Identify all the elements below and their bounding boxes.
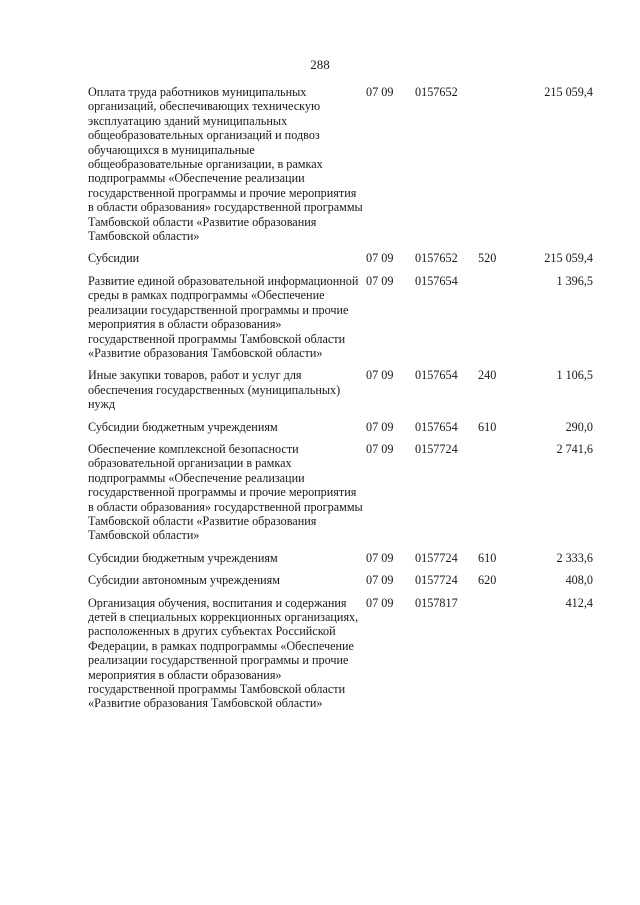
row-description: Субсидии бюджетным учреждениям xyxy=(88,419,278,434)
row-amount: 1 396,5 xyxy=(556,273,593,288)
row-description: Обеспечение комплексной безопасности образовательной организации в рамках подпрограммы «Обеспечение реализации государственной программы и прочие мероприятия в области образования» государственной программы Тамбовской области «Развитие образования Тамбовской области» xyxy=(88,441,363,543)
row-amount: 412,4 xyxy=(565,595,593,610)
row-target-code: 0157652 xyxy=(415,251,458,266)
row-amount: 215 059,4 xyxy=(544,85,593,99)
table-row xyxy=(88,573,593,587)
table-row xyxy=(88,551,593,565)
page-number: 288 xyxy=(310,57,330,72)
row-target-code: 0157654 xyxy=(415,419,458,434)
row-section: 07 09 xyxy=(366,419,394,434)
table-row xyxy=(88,420,593,434)
row-target-code: 0157652 xyxy=(415,85,458,99)
row-section: 07 09 xyxy=(366,573,394,588)
row-target-code: 0157724 xyxy=(415,441,458,456)
row-expense-type: 620 xyxy=(478,573,497,588)
row-target-code: 0157654 xyxy=(415,368,458,383)
row-amount: 215 059,4 xyxy=(544,251,593,266)
row-section: 07 09 xyxy=(366,85,394,99)
row-expense-type: 610 xyxy=(478,419,497,434)
row-section: 07 09 xyxy=(366,251,394,266)
table-row xyxy=(88,596,593,711)
row-section: 07 09 xyxy=(366,595,394,610)
row-amount: 2 741,6 xyxy=(556,441,593,456)
row-target-code: 0157724 xyxy=(415,573,458,588)
row-description: Субсидии автономным учреждениям xyxy=(88,573,280,588)
table-row xyxy=(88,274,593,360)
row-description: Организация обучения, воспитания и содержания детей в специальных коррекционных организациях, расположенных в других субъектах Российской Федерации, в рамках подпрограммы «Обеспечение реализации государственной программы и прочие мероприятия в области образования» государственной программы Тамбовской области «Развитие образования Тамбовской области» xyxy=(88,595,359,711)
row-amount: 2 333,6 xyxy=(556,550,593,565)
row-section: 07 09 xyxy=(366,441,394,456)
row-section: 07 09 xyxy=(366,550,394,565)
row-description: Субсидии xyxy=(88,251,140,266)
row-amount: 290,0 xyxy=(565,419,593,434)
table-row xyxy=(88,251,593,265)
row-section: 07 09 xyxy=(366,368,394,383)
row-description: Субсидии бюджетным учреждениям xyxy=(88,550,278,565)
row-expense-type: 610 xyxy=(478,550,497,565)
row-section: 07 09 xyxy=(366,273,394,288)
row-expense-type: 240 xyxy=(478,368,497,383)
budget-table xyxy=(88,85,593,719)
row-target-code: 0157654 xyxy=(415,273,458,288)
row-description: Иные закупки товаров, работ и услуг для обеспечения государственных (муниципальных) нужд xyxy=(88,368,341,412)
row-description: Развитие единой образовательной информационной среды в рамках подпрограммы «Обеспечение реализации государственной программы и прочие мероприятия в области образования» государственной программы Тамбовской области «Развитие образования Тамбовской области» xyxy=(88,273,359,360)
row-description: Оплата труда работников муниципальных организаций, обеспечивающих техническую эксплуатацию зданий муниципальных общеобразовательных организаций и подвоз обучающихся в муниципальные общеобразовательные организации, в рамках подпрограммы «Обеспечение реализации государственной программы и прочие мероприятия в области образования» государственной программы Тамбовской области «Развитие образования Тамбовской области» xyxy=(88,85,363,244)
row-amount: 408,0 xyxy=(565,573,593,588)
row-amount: 1 106,5 xyxy=(556,368,593,383)
table-row xyxy=(88,368,593,411)
table-row xyxy=(88,85,593,243)
row-expense-type: 520 xyxy=(478,251,497,266)
row-target-code: 0157817 xyxy=(415,595,458,610)
row-target-code: 0157724 xyxy=(415,550,458,565)
table-row xyxy=(88,442,593,543)
